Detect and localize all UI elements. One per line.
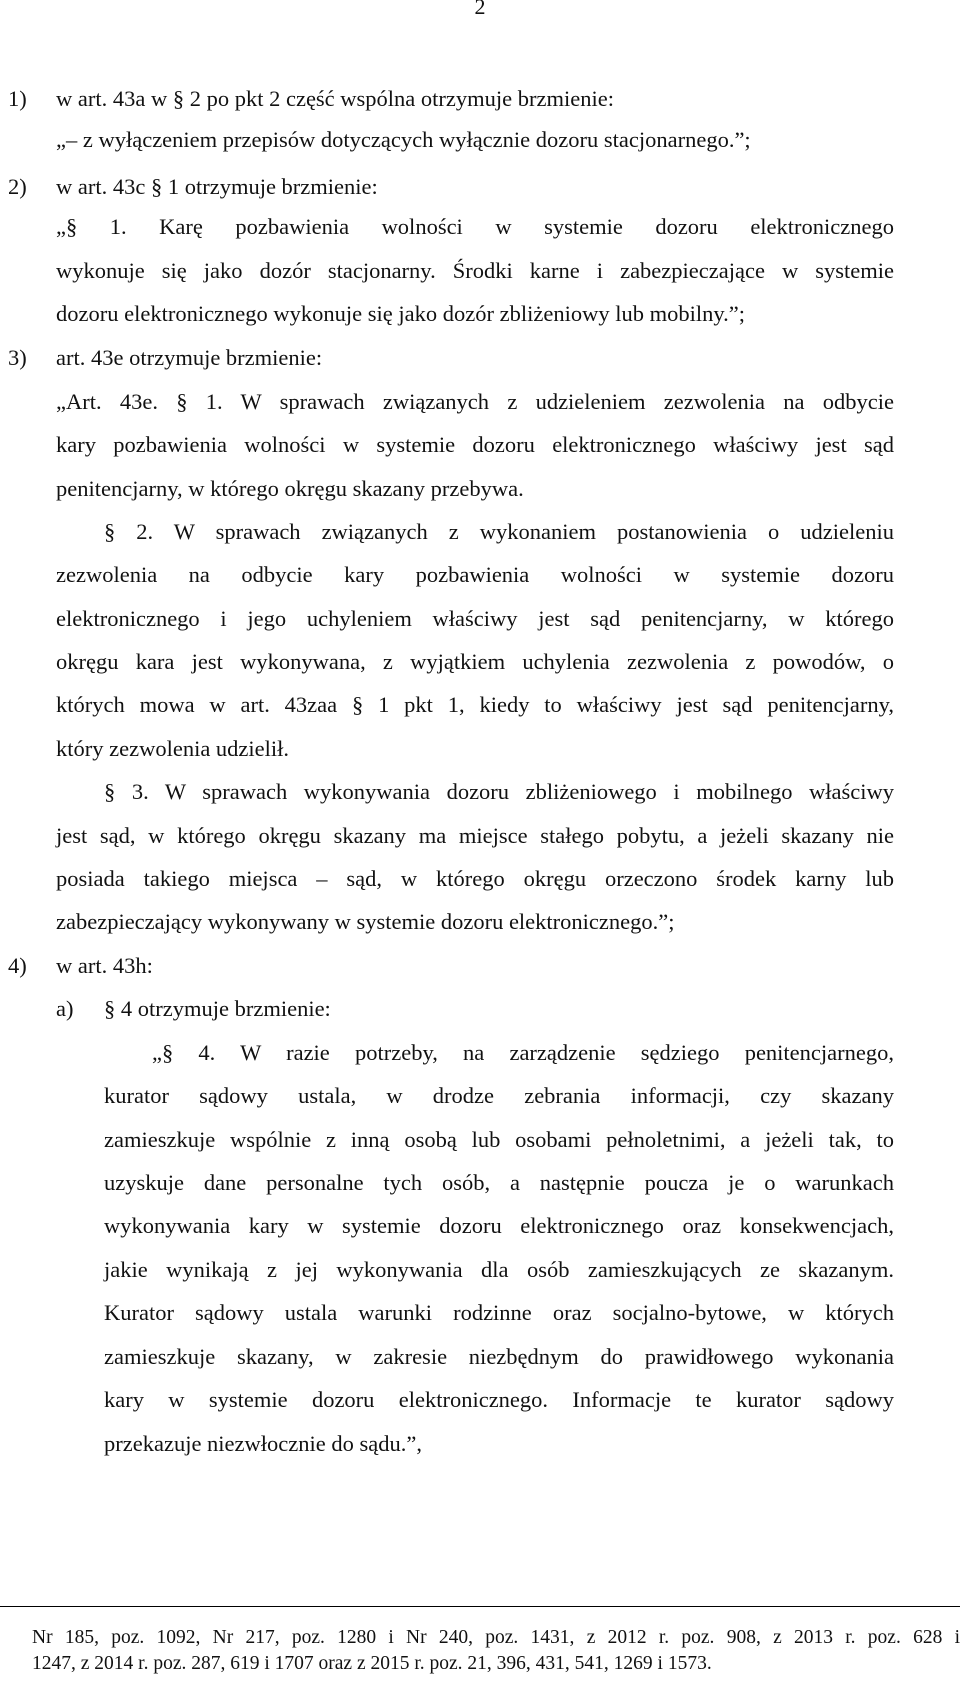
art-43h-par-4-line-2: kurator sądowy ustala, w drodze zebrania informacji, czy skazany [104,1083,894,1108]
art-43e-par-1-line-2: kary pozbawienia wolności w systemie dozoru elektronicznego właściwy jest sąd [56,432,894,457]
art-43h-par-4-line-1: „§ 4. W razie potrzeby, na zarządzenie sędziego penitencjarnego, [152,1040,894,1065]
item-2-quote-line-3: dozoru elektronicznego wykonuje się jako dozór zbliżeniowy lub mobilny.”; [56,301,745,326]
subitem-a-text: § 4 otrzymuje brzmienie: [104,996,331,1021]
art-43h-par-4-line-6: jakie wynikają z jej wykonywania dla osób zamieszkujących ze skazanym. [104,1257,894,1282]
footnote-separator [0,1606,960,1607]
art-43e-par-2-line-6: który zezwolenia udzielił. [56,736,290,761]
item-4-text: w art. 43h: [56,953,153,978]
art-43h-par-4-line-7: Kurator sądowy ustala warunki rodzinne oraz socjalno-bytowe, w których [104,1300,894,1325]
art-43e-par-2-line-3: elektronicznego i jego uchyleniem właściwy jest sąd penitencjarny, w którego [56,606,894,631]
art-43e-par-2-line-2: zezwolenia na odbycie kary pozbawienia wolności w systemie dozoru [56,562,894,587]
art-43h-par-4-line-5: wykonywania kary w systemie dozoru elektronicznego oraz konsekwencjach, [104,1213,894,1238]
art-43e-par-2-line-4: okręgu kara jest wykonywana, z wyjątkiem uchylenia zezwolenia z powodów, o [56,649,894,674]
page-number: 2 [474,0,486,19]
item-2-text: w art. 43c § 1 otrzymuje brzmienie: [56,174,378,199]
item-2-quote-line-1: „§ 1. Karę pozbawienia wolności w systemie dozoru elektronicznego [56,214,894,239]
item-1-text: w art. 43a w § 2 po pkt 2 część wspólna otrzymuje brzmienie: [56,86,614,111]
art-43e-par-2-line-5: których mowa w art. 43zaa § 1 pkt 1, kiedy to właściwy jest sąd penitencjarny, [56,692,894,717]
art-43e-par-2-line-1: § 2. W sprawach związanych z wykonaniem postanowienia o udzieleniu [104,519,894,544]
art-43e-par-3-line-4: zabezpieczający wykonywany w systemie dozoru elektronicznego.”; [56,909,675,934]
footnote-line-2: 1247, z 2014 r. poz. 287, 619 i 1707 oraz z 2015 r. poz. 21, 396, 431, 541, 1269 i 1573. [32,1653,712,1674]
art-43e-par-3-line-3: posiada takiego miejsca – sąd, w którego okręgu orzeczono środek karny lub [56,866,894,891]
item-number-2: 2) [8,174,27,199]
art-43e-par-3-line-1: § 3. W sprawach wykonywania dozoru zbliżeniowego i mobilnego właściwy [104,779,894,804]
subitem-letter-a: a) [56,996,74,1021]
item-number-4: 4) [8,953,27,978]
item-number-1: 1) [8,86,27,111]
art-43e-par-1-line-1: „Art. 43e. § 1. W sprawach związanych z udzieleniem zezwolenia na odbycie [56,389,894,414]
item-3-text: art. 43e otrzymuje brzmienie: [56,345,323,370]
art-43h-par-4-line-3: zamieszkuje wspólnie z inną osobą lub osobami pełnoletnimi, a jeżeli tak, to [104,1127,894,1152]
art-43h-par-4-line-4: uzyskuje dane personalne tych osób, a następnie poucza je o warunkach [104,1170,894,1195]
art-43h-par-4-line-8: zamieszkuje skazany, w zakresie niezbędnym do prawidłowego wykonania [104,1344,894,1369]
item-2-quote-line-2: wykonuje się jako dozór stacjonarny. Środki karne i zabezpieczające w systemie [56,258,894,283]
art-43h-par-4-line-9: kary w systemie dozoru elektronicznego. Informacje te kurator sądowy [104,1387,894,1412]
art-43e-par-1-line-3: penitencjarny, w którego okręgu skazany przebywa. [56,476,524,501]
art-43e-par-3-line-2: jest sąd, w którego okręgu skazany ma miejsce stałego pobytu, a jeżeli skazany nie [56,823,894,848]
item-1-quote: „– z wyłączeniem przepisów dotyczących wyłącznie dozoru stacjonarnego.”; [56,127,751,152]
art-43h-par-4-line-10: przekazuje niezwłocznie do sądu.”, [104,1431,422,1456]
footnote-line-1: Nr 185, poz. 1092, Nr 217, poz. 1280 i Nr 240, poz. 1431, z 2012 r. poz. 908, z 2013 r. poz. 628 i [32,1627,960,1648]
item-number-3: 3) [8,345,27,370]
